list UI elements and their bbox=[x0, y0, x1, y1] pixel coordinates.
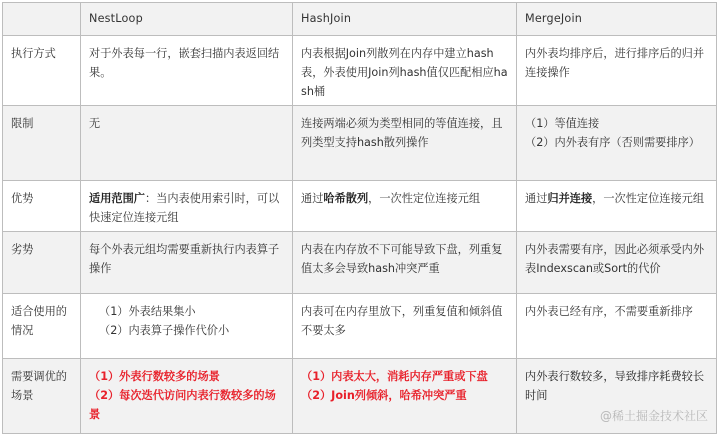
table-row-limit bbox=[3, 106, 717, 181]
table-row-suitable bbox=[3, 294, 717, 359]
cell-nestloop bbox=[81, 359, 293, 434]
cell-nestloop bbox=[81, 294, 293, 359]
table-row-disadvantage bbox=[3, 232, 717, 294]
cell-nestloop: 对于外表每一行，嵌套扫描内表返回结果。 bbox=[81, 36, 293, 106]
row-label: 适合使用的情况 bbox=[3, 294, 81, 359]
cell-hashjoin bbox=[293, 359, 517, 434]
header-corner bbox=[3, 3, 81, 36]
list-item: （1）外表行数较多的场景 bbox=[89, 370, 220, 383]
join-comparison-table bbox=[2, 2, 717, 434]
cell-mergejoin bbox=[517, 106, 717, 181]
bold-term: 归并连接 bbox=[547, 192, 593, 205]
table-row-advantage bbox=[3, 181, 717, 232]
row-label: 限制 bbox=[3, 106, 81, 181]
cell-text: ，一次性定位连接元组 bbox=[368, 192, 481, 205]
cell-text: ：当内表使用索引时，可以快速定位连接元组 bbox=[89, 192, 280, 224]
cell-hashjoin: 内表在内存放不下可能导致下盘，列重复值太多会导致hash冲突严重 bbox=[293, 232, 517, 294]
row-label: 优势 bbox=[3, 181, 81, 232]
cell-hashjoin: 内表可在内存里放下，列重复值和倾斜值不要太多 bbox=[293, 294, 517, 359]
header-hashjoin: HashJoin bbox=[293, 3, 517, 36]
list-item: （2）Join列倾斜，哈希冲突严重 bbox=[301, 389, 467, 402]
list-item: （1）外表结果集小 bbox=[99, 305, 196, 318]
header-mergejoin: MergeJoin bbox=[517, 3, 717, 36]
cell-mergejoin bbox=[517, 181, 717, 232]
cell-hashjoin: 内表根据Join列散列在内存中建立hash表，外表使用Join列hash值仅匹配相应hash桶 bbox=[293, 36, 517, 106]
row-label: 执行方式 bbox=[3, 36, 81, 106]
watermark: @稀土掘金技术社区 bbox=[599, 409, 708, 423]
bold-term: 哈希散列 bbox=[323, 192, 369, 205]
list-item: （1）等值连接 bbox=[525, 117, 600, 130]
cell-nestloop: 无 bbox=[81, 106, 293, 181]
cell-nestloop bbox=[81, 181, 293, 232]
table-header-row bbox=[3, 3, 717, 36]
cell-hashjoin bbox=[293, 181, 517, 232]
cell-mergejoin: 内外表已经有序，不需要重新排序 bbox=[517, 294, 717, 359]
header-nestloop: NestLoop bbox=[81, 3, 293, 36]
list-item: （2）每次迭代访问内表行数较多的场景 bbox=[89, 389, 276, 421]
cell-mergejoin: 内外表需要有序，因此必须承受内外表Indexscan或Sort的代价 bbox=[517, 232, 717, 294]
cell-mergejoin: 内外表行数较多，导致排序耗费较长时间 bbox=[517, 359, 717, 434]
cell-mergejoin: 内外表均排序后，进行排序后的归并连接操作 bbox=[517, 36, 717, 106]
cell-text: 通过 bbox=[525, 192, 548, 205]
list-item: （2）内表算子操作代价小 bbox=[99, 324, 230, 337]
cell-text: ，一次性定位连接元组 bbox=[592, 192, 705, 205]
cell-text: 通过 bbox=[301, 192, 324, 205]
list-item: （1）内表太大，消耗内存严重或下盘 bbox=[301, 370, 488, 383]
cell-nestloop: 每个外表元组均需要重新执行内表算子操作 bbox=[81, 232, 293, 294]
cell-hashjoin: 连接两端必须为类型相同的等值连接，且列类型支持hash散列操作 bbox=[293, 106, 517, 181]
table-row-exec bbox=[3, 36, 717, 106]
bold-term: 适用范围广 bbox=[89, 192, 145, 205]
list-item: （2）内外表有序（否则需要排序） bbox=[525, 136, 700, 149]
row-label: 劣势 bbox=[3, 232, 81, 294]
row-label: 需要调优的场景 bbox=[3, 359, 81, 434]
